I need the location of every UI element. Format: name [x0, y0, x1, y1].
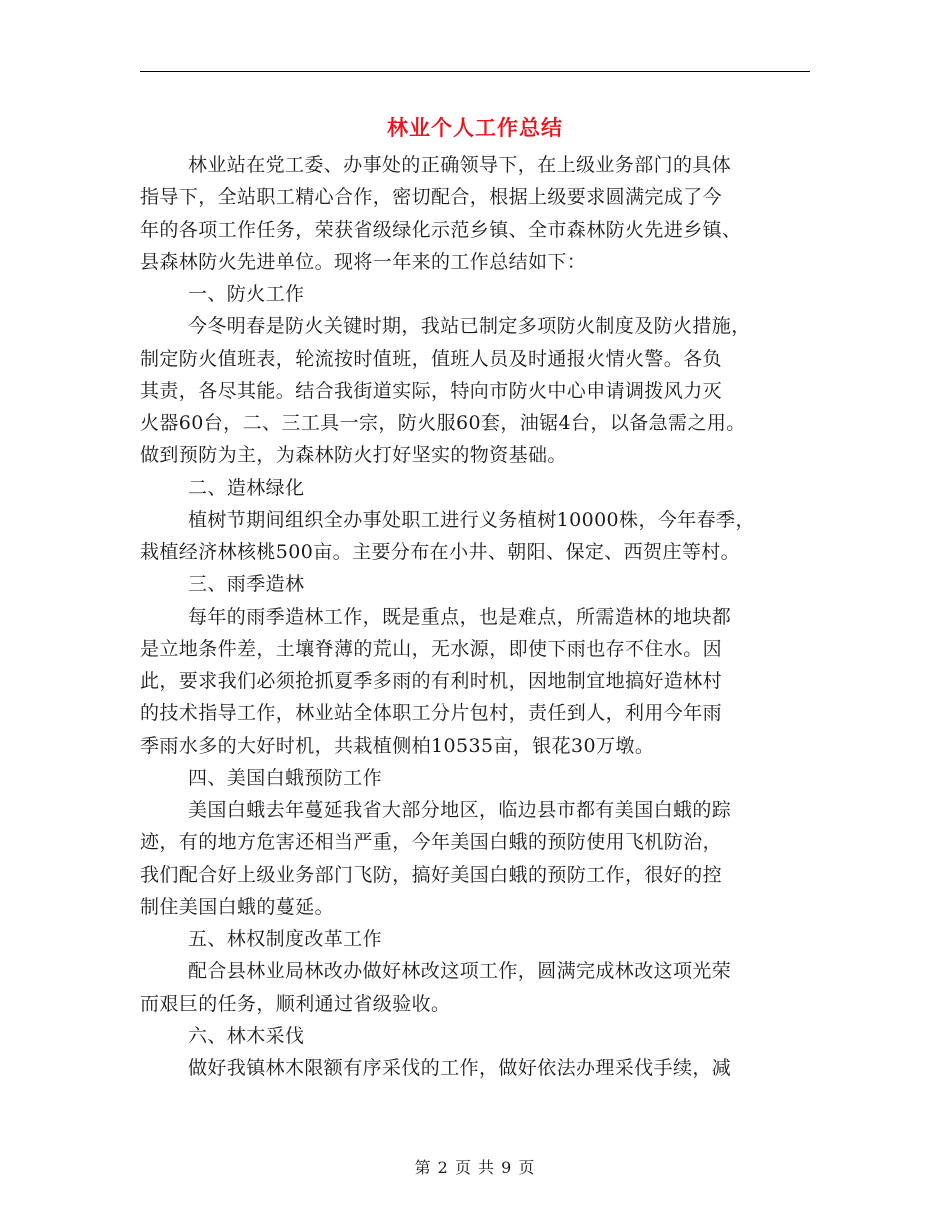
body-line: 迹，有的地方危害还相当严重，今年美国白蛾的预防使用飞机防治， [140, 831, 723, 854]
header-rule [140, 71, 810, 72]
document-body [140, 149, 830, 1084]
body-line: 制住美国白蛾的蔓延。 [140, 895, 335, 918]
body-line: 配合县林业局林改办做好林改这项工作，圆满完成林改这项光荣 [188, 960, 732, 983]
body-line: 我们配合好上级业务部门飞防，搞好美国白蛾的预防工作，很好的控 [140, 863, 723, 886]
body-line: 五、林权制度改革工作 [188, 928, 383, 950]
body-line: 植树节期间组织全办事处职工进行义务植树10000株，今年春季， [188, 508, 755, 531]
body-line: 美国白蛾去年蔓延我省大部分地区，临边县市都有美国白蛾的踪 [188, 799, 732, 821]
body-line: 季雨水多的大好时机，共栽植侧柏10535亩，银花30万墩。 [140, 734, 655, 757]
body-line: 的技术指导工作，林业站全体职工分片包村，责任到人，利用今年雨 [140, 702, 723, 725]
body-line: 指导下，全站职工精心合作，密切配合，根据上级要求圆满完成了今 [140, 186, 723, 209]
body-line: 其责，各尽其能。结合我街道实际，特向市防火中心申请调拨风力灭 [140, 379, 723, 402]
body-line: 做好我镇林木限额有序采伐的工作，做好依法办理采伐手续，减 [188, 1057, 732, 1079]
page-footer: 第 2 页 共 9 页 [414, 1158, 536, 1177]
body-line: 火器60台，二、三工具一宗，防火服60套，油锯4台，以备急需之用。 [140, 412, 746, 434]
body-line: 六、林木采伐 [188, 1024, 305, 1047]
body-line: 三、雨季造林 [188, 573, 305, 596]
document-title: 林业个人工作总结 [387, 116, 563, 140]
body-line: 四、美国白蛾预防工作 [188, 766, 383, 789]
body-line: 每年的雨季造林工作，既是重点，也是难点，所需造林的地块都 [188, 605, 732, 628]
body-line: 栽植经济林核桃500亩。主要分布在小井、朝阳、保定、西贺庄等村。 [140, 541, 741, 563]
body-line: 林业站在党工委、办事处的正确领导下，在上级业务部门的具体 [188, 154, 732, 176]
body-line: 做到预防为主，为森林防火打好坚实的物资基础。 [140, 444, 567, 467]
body-line: 是立地条件差，土壤脊薄的荒山，无水源，即使下雨也存不住水。因 [140, 637, 723, 660]
body-line: 二、造林绿化 [188, 476, 305, 499]
body-line: 一、防火工作 [188, 283, 305, 305]
body-line: 今冬明春是防火关键时期，我站已制定多项防火制度及防火措施， [188, 315, 751, 338]
body-line: 而艰巨的任务，顺利通过省级验收。 [140, 992, 451, 1015]
body-line: 年的各项工作任务，荣获省级绿化示范乡镇、全市森林防火先进乡镇、 [140, 218, 742, 241]
body-line: 此，要求我们必须抢抓夏季多雨的有利时机，因地制宜地搞好造林村 [140, 670, 723, 692]
body-line: 县森林防火先进单位。现将一年来的工作总结如下： [140, 250, 587, 273]
body-line: 制定防火值班表，轮流按时值班，值班人员及时通报火情火警。各负 [140, 347, 723, 370]
